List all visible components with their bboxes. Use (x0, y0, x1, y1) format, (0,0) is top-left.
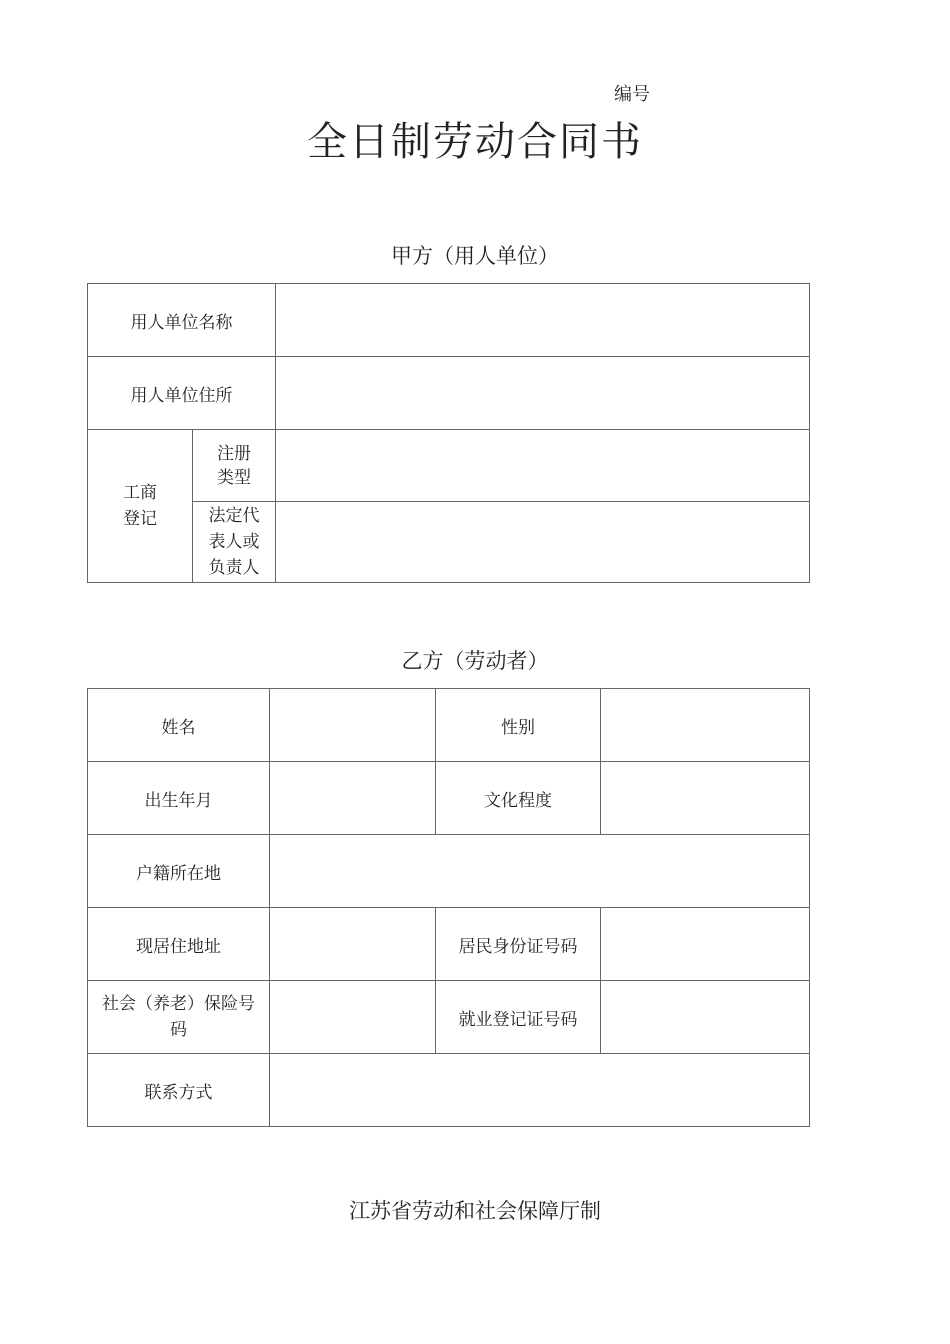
birth-date-field[interactable] (270, 762, 436, 835)
business-registration-label: 工商登记 (88, 430, 193, 583)
social-insurance-field[interactable] (270, 981, 436, 1054)
household-registration-label: 户籍所在地 (88, 835, 270, 908)
registration-type-label: 注册类型 (193, 430, 276, 502)
current-address-field[interactable] (270, 908, 436, 981)
household-registration-field[interactable] (270, 835, 810, 908)
birth-date-label: 出生年月 (88, 762, 270, 835)
issuer-label: 江苏省劳动和社会保障厅制 (349, 1199, 601, 1223)
document-title: 全日制劳动合同书 (307, 119, 643, 165)
employer-address-label: 用人单位住所 (88, 357, 276, 430)
legal-representative-field[interactable] (276, 502, 810, 583)
employer-address-field[interactable] (276, 357, 810, 430)
party-b-table (87, 688, 810, 1127)
legal-representative-label: 法定代表人或负责人 (193, 502, 276, 583)
party-b-heading: 乙方（劳动者） (401, 649, 549, 673)
contact-label: 联系方式 (88, 1054, 270, 1127)
gender-field[interactable] (601, 689, 810, 762)
gender-label: 性别 (436, 689, 601, 762)
party-a-table (87, 283, 810, 583)
employee-name-field[interactable] (270, 689, 436, 762)
employee-name-label: 姓名 (88, 689, 270, 762)
registration-type-field[interactable] (276, 430, 810, 502)
contact-field[interactable] (270, 1054, 810, 1127)
id-number-field[interactable] (601, 908, 810, 981)
current-address-label: 现居住地址 (88, 908, 270, 981)
id-number-label: 居民身份证号码 (436, 908, 601, 981)
employment-registration-label: 就业登记证号码 (436, 981, 601, 1054)
social-insurance-label: 社会（养老）保险号码 (88, 981, 270, 1054)
employer-name-label: 用人单位名称 (88, 284, 276, 357)
serial-number-label: 编号 (614, 84, 650, 105)
employer-name-field[interactable] (276, 284, 810, 357)
employment-registration-field[interactable] (601, 981, 810, 1054)
party-a-heading: 甲方（用人单位） (391, 244, 559, 268)
education-field[interactable] (601, 762, 810, 835)
education-label: 文化程度 (436, 762, 601, 835)
